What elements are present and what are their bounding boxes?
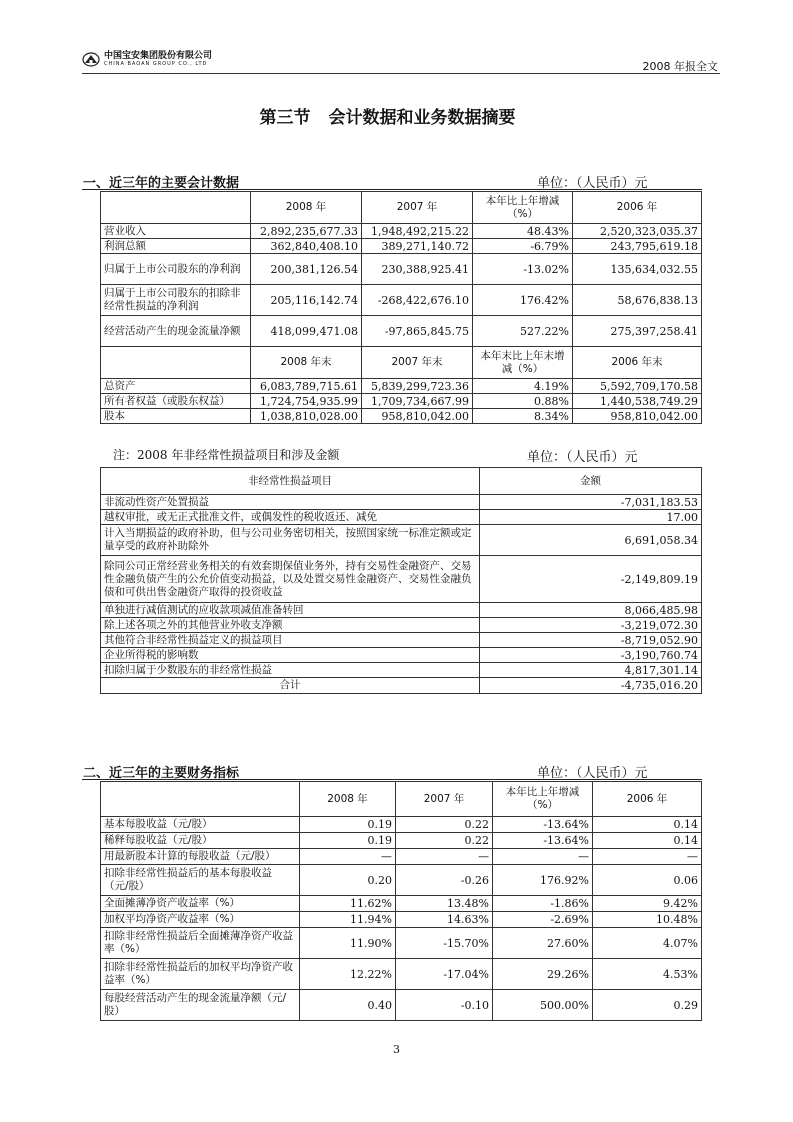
table-row: 归属于上市公司股东的扣除非经常性损益的净利润 205,116,142.74 -268,422,676.10 176.42% 58,676,838.13 bbox=[101, 285, 702, 316]
table-row: 扣除归属于少数股东的非经常性损益 4,817,301.14 bbox=[101, 663, 702, 678]
company-name-cn: 中国宝安集团股份有限公司 bbox=[104, 51, 213, 61]
table-total-row: 合计 -4,735,016.20 bbox=[101, 678, 702, 694]
table-row: 扣除非经常性损益后全面摊薄净资产收益率（%） 11.90% -15.70% 27.60% 4.07% bbox=[101, 928, 702, 959]
table-header-row: 2008 年末 2007 年末 本年末比上年末增减（%） 2006 年末 bbox=[101, 347, 702, 379]
page-header bbox=[82, 50, 720, 74]
table-row: 利润总额 362,840,408.10 389,271,140.72 -6.79% 243,795,619.18 bbox=[101, 239, 702, 254]
heading-rule-1 bbox=[82, 189, 702, 190]
section-name: 会计数据和业务数据摘要 bbox=[328, 108, 516, 128]
table-row: 企业所得税的影响数 -3,190,760.74 bbox=[101, 648, 702, 663]
table-header-row: 2008 年 2007 年 本年比上年增减（%） 2006 年 bbox=[101, 782, 702, 817]
report-label: 2008 年报全文 bbox=[642, 60, 718, 73]
table-row: 基本每股收益（元/股） 0.19 0.22 -13.64% 0.14 bbox=[101, 817, 702, 833]
logo-icon bbox=[82, 52, 100, 67]
table-row: 全面摊薄净资产收益率（%） 11.62% 13.48% -1.86% 9.42% bbox=[101, 896, 702, 912]
heading-accounting-data: 一、近三年的主要会计数据 bbox=[83, 176, 240, 191]
table-row: 加权平均净资产收益率（%） 11.94% 14.63% -2.69% 10.48% bbox=[101, 912, 702, 928]
page-number: 3 bbox=[393, 1043, 400, 1056]
heading-rule-2 bbox=[82, 779, 702, 780]
accounting-data-table bbox=[100, 191, 702, 424]
table-row: 营业收入 2,892,235,677.33 1,948,492,215.22 48.43% 2,520,323,035.37 bbox=[101, 224, 702, 239]
financial-indicators-table bbox=[100, 781, 702, 1021]
heading-financial-indicators: 二、近三年的主要财务指标 bbox=[83, 766, 240, 781]
table-row: 用最新股本计算的每股收益（元/股） — — — — bbox=[101, 849, 702, 865]
table-row: 扣除非经常性损益后的基本每股收益（元/股） 0.20 -0.26 176.92% 0.06 bbox=[101, 865, 702, 896]
table-row: 计入当期损益的政府补助，但与公司业务密切相关，按照国家统一标准定额或定量享受的政府补助除外 6,691,058.34 bbox=[101, 525, 702, 556]
company-logo bbox=[82, 52, 212, 67]
section-number: 第三节 bbox=[259, 108, 311, 128]
nonrecurring-items-table bbox=[100, 467, 702, 694]
table-row: 总资产 6,083,789,715.61 5,839,299,723.36 4.19% 5,592,709,170.58 bbox=[101, 379, 702, 394]
unit-label-1: 单位：（人民币）元 bbox=[537, 176, 648, 191]
table-row: 单独进行减值测试的应收款项减值准备转回 8,066,485.98 bbox=[101, 603, 702, 618]
note-nonrecurring: 注：2008 年非经常性损益项目和涉及金额 bbox=[113, 448, 340, 462]
table-header-row: 非经常性损益项目 金额 bbox=[101, 468, 702, 495]
table-row: 股本 1,038,810,028.00 958,810,042.00 8.34% 958,810,042.00 bbox=[101, 409, 702, 424]
table-row: 越权审批，或无正式批准文件，或偶发性的税收返还、减免 17.00 bbox=[101, 510, 702, 525]
table-row: 所有者权益（或股东权益） 1,724,754,935.99 1,709,734,667.99 0.88% 1,440,538,749.29 bbox=[101, 394, 702, 409]
company-name-en: CHINA BAOAN GROUP CO., LTD bbox=[104, 61, 208, 67]
table-row: 除同公司正常经营业务相关的有效套期保值业务外，持有交易性金融资产、交易性金融负债产生的公允价值变动损益，以及处置交易性金融资产、交易性金融负债和可供出售金融资产取得的投资收益 -2,149,809.19 bbox=[101, 556, 702, 603]
table-row: 非流动性资产处置损益 -7,031,183.53 bbox=[101, 495, 702, 510]
table-row: 稀释每股收益（元/股） 0.19 0.22 -13.64% 0.14 bbox=[101, 833, 702, 849]
table-row: 扣除非经常性损益后的加权平均净资产收益率（%） 12.22% -17.04% 29.26% 4.53% bbox=[101, 959, 702, 990]
table-row: 除上述各项之外的其他营业外收支净额 -3,219,072.30 bbox=[101, 618, 702, 633]
table-row: 经营活动产生的现金流量净额 418,099,471.08 -97,865,845.75 527.22% 275,397,258.41 bbox=[101, 316, 702, 347]
section-title bbox=[0, 103, 793, 128]
table-header-row: 2008 年 2007 年 本年比上年增减（%） 2006 年 bbox=[101, 192, 702, 224]
unit-label-note: 单位：（人民币）元 bbox=[527, 450, 638, 465]
table-row: 其他符合非经常性损益定义的损益项目 -8,719,052.90 bbox=[101, 633, 702, 648]
table-row: 每股经营活动产生的现金流量净额（元/股） 0.40 -0.10 500.00% 0.29 bbox=[101, 990, 702, 1021]
table-row: 归属于上市公司股东的净利润 200,381,126.54 230,388,925.41 -13.02% 135,634,032.55 bbox=[101, 254, 702, 285]
unit-label-2: 单位：（人民币）元 bbox=[537, 766, 648, 781]
